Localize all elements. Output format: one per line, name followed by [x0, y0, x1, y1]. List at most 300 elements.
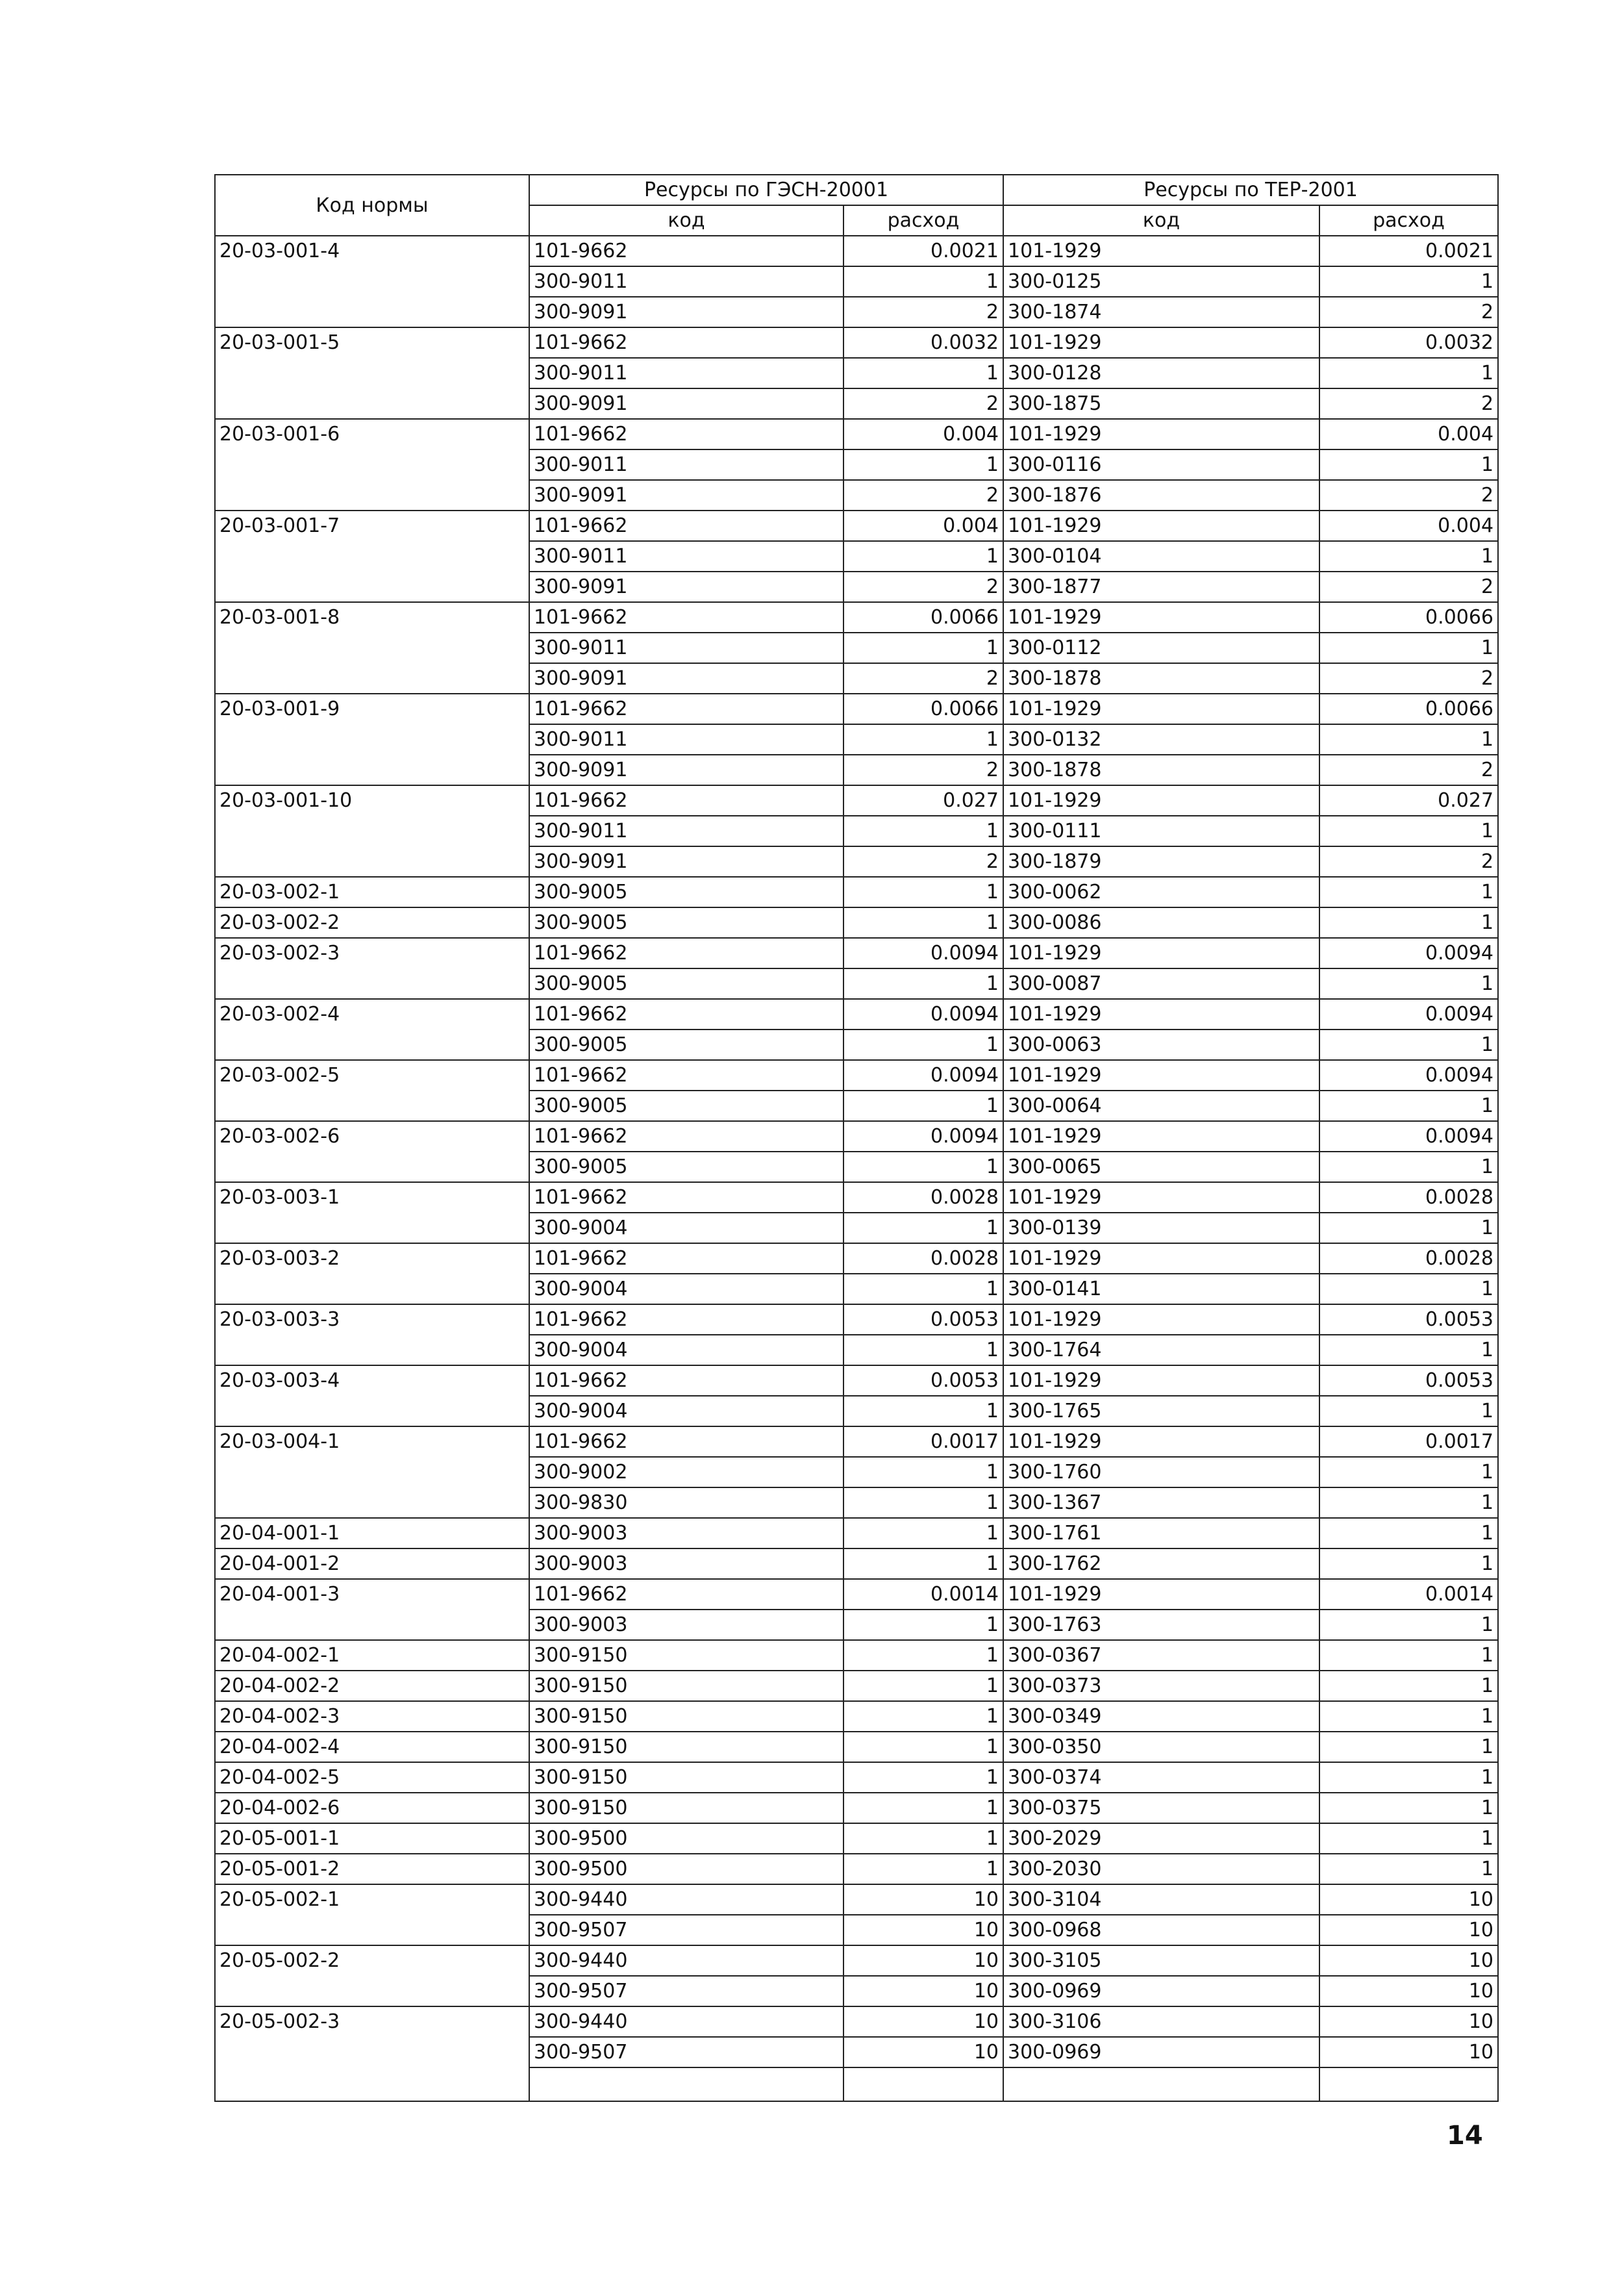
- table-row: [215, 1182, 1498, 1213]
- gesn-qty-cell: 1: [843, 724, 1003, 755]
- norm-code-cell: 20-04-002-1: [215, 1640, 529, 1671]
- gesn-code-cell: 101-9662: [529, 236, 843, 266]
- ter-qty-cell: 10: [1319, 1976, 1498, 2006]
- table-row: [215, 1793, 1498, 1823]
- ter-qty-cell: 1: [1319, 541, 1498, 572]
- ter-code-cell: 300-0128: [1003, 358, 1319, 388]
- ter-qty-cell: 0.004: [1319, 511, 1498, 541]
- ter-code-cell: 300-0125: [1003, 266, 1319, 297]
- ter-qty-cell: 0.0094: [1319, 1121, 1498, 1152]
- ter-qty-cell: 0.0053: [1319, 1365, 1498, 1396]
- ter-qty-cell: 1: [1319, 266, 1498, 297]
- table-row: [215, 602, 1498, 633]
- ter-code-cell: 300-0969: [1003, 1976, 1319, 2006]
- norm-code-cell: 20-05-001-1: [215, 1823, 529, 1854]
- ter-qty-cell: 0.0017: [1319, 1426, 1498, 1457]
- ter-qty-cell: 1: [1319, 1335, 1498, 1365]
- gesn-code-cell: 300-9005: [529, 877, 843, 907]
- header-gesn-qty: расход: [843, 205, 1003, 236]
- ter-qty-cell: 1: [1319, 1671, 1498, 1701]
- header-ter-qty: расход: [1319, 205, 1498, 236]
- ter-code-cell: 300-3106: [1003, 2006, 1319, 2037]
- gesn-code-cell: 300-9011: [529, 266, 843, 297]
- ter-code-cell: 300-0087: [1003, 968, 1319, 999]
- ter-qty-cell: 1: [1319, 1823, 1498, 1854]
- norm-code-cell: 20-03-001-8: [215, 602, 529, 694]
- gesn-code-cell: 300-9011: [529, 633, 843, 663]
- gesn-code-cell: 300-9091: [529, 572, 843, 602]
- ter-code-cell: 300-0116: [1003, 449, 1319, 480]
- gesn-qty-cell: 1: [843, 1610, 1003, 1640]
- norm-code-cell: 20-05-002-2: [215, 1945, 529, 2006]
- gesn-qty-cell: 0.0028: [843, 1182, 1003, 1213]
- ter-code-cell: 300-0968: [1003, 1915, 1319, 1945]
- gesn-qty-cell: 0.0094: [843, 938, 1003, 968]
- table-row: [215, 1365, 1498, 1396]
- gesn-qty-cell: 1: [843, 1396, 1003, 1426]
- ter-code-cell: 300-1764: [1003, 1335, 1319, 1365]
- gesn-qty-cell: 0.0066: [843, 694, 1003, 724]
- table-row: [215, 1243, 1498, 1274]
- gesn-qty-cell: 2: [843, 663, 1003, 694]
- norm-code-cell: 20-03-004-1: [215, 1426, 529, 1518]
- gesn-qty-cell: 0.004: [843, 511, 1003, 541]
- gesn-code-cell: 101-9662: [529, 1243, 843, 1274]
- ter-qty-cell: 1: [1319, 1701, 1498, 1732]
- ter-code-cell: 300-0367: [1003, 1640, 1319, 1671]
- ter-code-cell: 300-1879: [1003, 846, 1319, 877]
- ter-qty-cell: 1: [1319, 1762, 1498, 1793]
- header-norm-code: Код нормы: [215, 175, 529, 236]
- ter-code-cell: 101-1929: [1003, 1243, 1319, 1274]
- gesn-code-cell: 101-9662: [529, 1121, 843, 1152]
- gesn-code-cell: 101-9662: [529, 999, 843, 1030]
- gesn-code-cell: 300-9150: [529, 1793, 843, 1823]
- gesn-qty-cell: 10: [843, 2037, 1003, 2067]
- gesn-code-cell: 300-9091: [529, 480, 843, 511]
- gesn-code-cell: 300-9011: [529, 816, 843, 846]
- norm-code-cell: 20-04-001-1: [215, 1518, 529, 1548]
- ter-qty-cell: 10: [1319, 1884, 1498, 1915]
- ter-code-cell: 300-1367: [1003, 1487, 1319, 1518]
- gesn-qty-cell: 1: [843, 1640, 1003, 1671]
- norm-code-cell: 20-03-002-4: [215, 999, 529, 1060]
- ter-code-cell: 300-1877: [1003, 572, 1319, 602]
- norm-code-cell: 20-03-002-3: [215, 938, 529, 999]
- gesn-code-cell: 101-9662: [529, 785, 843, 816]
- gesn-code-cell: 300-9004: [529, 1396, 843, 1426]
- gesn-code-cell: 300-9011: [529, 724, 843, 755]
- gesn-code-cell: 101-9662: [529, 1060, 843, 1091]
- gesn-qty-cell: 10: [843, 1884, 1003, 1915]
- table-row: [215, 785, 1498, 816]
- gesn-code-cell: 300-9005: [529, 1091, 843, 1121]
- ter-code-cell: 300-0086: [1003, 907, 1319, 938]
- ter-code-cell: 300-3105: [1003, 1945, 1319, 1976]
- table-row: [215, 1304, 1498, 1335]
- norm-code-cell: 20-03-002-2: [215, 907, 529, 938]
- table-body: [215, 236, 1498, 2101]
- gesn-code-cell: 101-9662: [529, 602, 843, 633]
- gesn-code-cell: 300-9003: [529, 1610, 843, 1640]
- table-row: [215, 877, 1498, 907]
- table-row: [215, 1060, 1498, 1091]
- gesn-code-cell: 101-9662: [529, 1304, 843, 1335]
- ter-code-cell: 300-1762: [1003, 1548, 1319, 1579]
- ter-code-cell: 101-1929: [1003, 1121, 1319, 1152]
- gesn-code-cell: 300-9002: [529, 1457, 843, 1487]
- ter-code-cell: 101-1929: [1003, 1060, 1319, 1091]
- ter-code-cell: 300-2029: [1003, 1823, 1319, 1854]
- norm-code-cell: 20-03-002-1: [215, 877, 529, 907]
- ter-qty-cell: 0.0094: [1319, 999, 1498, 1030]
- ter-qty-cell: [1319, 2067, 1498, 2101]
- ter-qty-cell: 1: [1319, 1487, 1498, 1518]
- norm-code-cell: 20-05-002-3: [215, 2006, 529, 2101]
- ter-code-cell: 300-0349: [1003, 1701, 1319, 1732]
- gesn-qty-cell: 0.004: [843, 419, 1003, 449]
- gesn-qty-cell: 0.0032: [843, 327, 1003, 358]
- gesn-code-cell: 300-9091: [529, 663, 843, 694]
- ter-qty-cell: 2: [1319, 297, 1498, 327]
- ter-code-cell: 101-1929: [1003, 1304, 1319, 1335]
- table-row: [215, 511, 1498, 541]
- table-row: [215, 2006, 1498, 2037]
- gesn-code-cell: 300-9091: [529, 846, 843, 877]
- norm-code-cell: 20-04-002-5: [215, 1762, 529, 1793]
- norm-code-cell: 20-04-002-4: [215, 1732, 529, 1762]
- ter-qty-cell: 1: [1319, 724, 1498, 755]
- gesn-code-cell: 300-9150: [529, 1671, 843, 1701]
- ter-qty-cell: 0.027: [1319, 785, 1498, 816]
- table-header: [215, 175, 1498, 236]
- gesn-qty-cell: 1: [843, 541, 1003, 572]
- gesn-code-cell: 300-9507: [529, 1976, 843, 2006]
- ter-qty-cell: 1: [1319, 907, 1498, 938]
- table-row: [215, 1426, 1498, 1457]
- norm-code-cell: 20-03-001-5: [215, 327, 529, 419]
- table-row: [215, 1823, 1498, 1854]
- gesn-code-cell: 300-9005: [529, 968, 843, 999]
- gesn-qty-cell: 1: [843, 877, 1003, 907]
- ter-code-cell: 101-1929: [1003, 694, 1319, 724]
- table-row: [215, 236, 1498, 266]
- norm-code-cell: 20-03-003-4: [215, 1365, 529, 1426]
- ter-code-cell: 101-1929: [1003, 236, 1319, 266]
- ter-qty-cell: 0.0094: [1319, 1060, 1498, 1091]
- ter-code-cell: 101-1929: [1003, 785, 1319, 816]
- gesn-code-cell: 300-9150: [529, 1732, 843, 1762]
- header-group-ter: Ресурсы по ТЕР-2001: [1003, 175, 1498, 205]
- table-row: [215, 1121, 1498, 1152]
- ter-code-cell: 300-1763: [1003, 1610, 1319, 1640]
- table-row: [215, 327, 1498, 358]
- gesn-code-cell: 300-9500: [529, 1823, 843, 1854]
- norm-code-cell: 20-03-001-7: [215, 511, 529, 602]
- gesn-qty-cell: 2: [843, 297, 1003, 327]
- gesn-qty-cell: 2: [843, 388, 1003, 419]
- gesn-code-cell: 300-9440: [529, 2006, 843, 2037]
- gesn-qty-cell: 10: [843, 2006, 1003, 2037]
- ter-code-cell: 300-1876: [1003, 480, 1319, 511]
- header-group-gesn: Ресурсы по ГЭСН-20001: [529, 175, 1003, 205]
- norm-code-cell: 20-04-002-2: [215, 1671, 529, 1701]
- gesn-code-cell: 300-9150: [529, 1640, 843, 1671]
- table-row: [215, 1579, 1498, 1610]
- gesn-code-cell: 300-9091: [529, 755, 843, 785]
- ter-code-cell: 300-0132: [1003, 724, 1319, 755]
- gesn-qty-cell: 1: [843, 1701, 1003, 1732]
- ter-qty-cell: 2: [1319, 663, 1498, 694]
- gesn-code-cell: 300-9004: [529, 1335, 843, 1365]
- gesn-qty-cell: 1: [843, 358, 1003, 388]
- gesn-qty-cell: 1: [843, 449, 1003, 480]
- norm-code-cell: 20-03-003-2: [215, 1243, 529, 1304]
- table-row: [215, 1671, 1498, 1701]
- ter-qty-cell: 1: [1319, 633, 1498, 663]
- gesn-qty-cell: 1: [843, 1823, 1003, 1854]
- gesn-qty-cell: 1: [843, 1213, 1003, 1243]
- gesn-code-cell: 300-9003: [529, 1518, 843, 1548]
- gesn-code-cell: 300-9011: [529, 358, 843, 388]
- table-row: [215, 1640, 1498, 1671]
- gesn-qty-cell: 0.027: [843, 785, 1003, 816]
- ter-code-cell: 101-1929: [1003, 419, 1319, 449]
- norm-code-cell: 20-03-001-9: [215, 694, 529, 785]
- ter-code-cell: 300-1874: [1003, 297, 1319, 327]
- gesn-code-cell: 101-9662: [529, 1579, 843, 1610]
- ter-qty-cell: 1: [1319, 1030, 1498, 1060]
- gesn-qty-cell: 0.0014: [843, 1579, 1003, 1610]
- ter-code-cell: 300-0064: [1003, 1091, 1319, 1121]
- ter-code-cell: 300-1875: [1003, 388, 1319, 419]
- ter-code-cell: 300-0065: [1003, 1152, 1319, 1182]
- ter-qty-cell: 1: [1319, 877, 1498, 907]
- table-row: [215, 938, 1498, 968]
- ter-code-cell: 300-1765: [1003, 1396, 1319, 1426]
- ter-qty-cell: 0.0021: [1319, 236, 1498, 266]
- ter-qty-cell: 1: [1319, 1396, 1498, 1426]
- ter-code-cell: 300-1760: [1003, 1457, 1319, 1487]
- ter-qty-cell: 1: [1319, 358, 1498, 388]
- gesn-code-cell: 300-9003: [529, 1548, 843, 1579]
- table-row: [215, 1701, 1498, 1732]
- gesn-qty-cell: 10: [843, 1945, 1003, 1976]
- ter-code-cell: 101-1929: [1003, 327, 1319, 358]
- ter-code-cell: 300-0062: [1003, 877, 1319, 907]
- norm-code-cell: 20-04-002-6: [215, 1793, 529, 1823]
- ter-qty-cell: 1: [1319, 1793, 1498, 1823]
- norm-code-cell: 20-05-001-2: [215, 1854, 529, 1884]
- ter-code-cell: 300-0139: [1003, 1213, 1319, 1243]
- norm-code-cell: 20-03-003-3: [215, 1304, 529, 1365]
- gesn-qty-cell: 1: [843, 1030, 1003, 1060]
- ter-code-cell: 101-1929: [1003, 1365, 1319, 1396]
- gesn-code-cell: 300-9005: [529, 1030, 843, 1060]
- ter-code-cell: 101-1929: [1003, 511, 1319, 541]
- ter-qty-cell: 1: [1319, 1610, 1498, 1640]
- gesn-code-cell: 300-9011: [529, 449, 843, 480]
- gesn-code-cell: 300-9507: [529, 2037, 843, 2067]
- gesn-qty-cell: 0.0094: [843, 999, 1003, 1030]
- gesn-qty-cell: 1: [843, 816, 1003, 846]
- ter-qty-cell: 2: [1319, 480, 1498, 511]
- ter-code-cell: 101-1929: [1003, 999, 1319, 1030]
- gesn-code-cell: 300-9150: [529, 1701, 843, 1732]
- gesn-code-cell: 300-9440: [529, 1884, 843, 1915]
- header-gesn-code: код: [529, 205, 843, 236]
- ter-code-cell: 101-1929: [1003, 602, 1319, 633]
- gesn-code-cell: 300-9500: [529, 1854, 843, 1884]
- ter-qty-cell: 1: [1319, 1854, 1498, 1884]
- ter-code-cell: 300-3104: [1003, 1884, 1319, 1915]
- gesn-code-cell: 101-9662: [529, 327, 843, 358]
- gesn-qty-cell: [843, 2067, 1003, 2101]
- ter-qty-cell: 0.0066: [1319, 694, 1498, 724]
- ter-qty-cell: 1: [1319, 1640, 1498, 1671]
- gesn-qty-cell: 2: [843, 846, 1003, 877]
- ter-qty-cell: 1: [1319, 1213, 1498, 1243]
- gesn-qty-cell: 2: [843, 572, 1003, 602]
- gesn-qty-cell: 10: [843, 1976, 1003, 2006]
- table-row: [215, 907, 1498, 938]
- ter-qty-cell: 2: [1319, 388, 1498, 419]
- ter-code-cell: 101-1929: [1003, 1579, 1319, 1610]
- ter-qty-cell: 0.004: [1319, 419, 1498, 449]
- gesn-code-cell: 101-9662: [529, 511, 843, 541]
- gesn-qty-cell: 1: [843, 1091, 1003, 1121]
- gesn-qty-cell: 0.0021: [843, 236, 1003, 266]
- ter-code-cell: 300-1878: [1003, 663, 1319, 694]
- gesn-qty-cell: 2: [843, 480, 1003, 511]
- ter-code-cell: 300-0969: [1003, 2037, 1319, 2067]
- header-ter-code: код: [1003, 205, 1319, 236]
- ter-qty-cell: 1: [1319, 1457, 1498, 1487]
- gesn-qty-cell: 1: [843, 633, 1003, 663]
- ter-code-cell: 300-0111: [1003, 816, 1319, 846]
- ter-code-cell: 300-1761: [1003, 1518, 1319, 1548]
- ter-qty-cell: 1: [1319, 1518, 1498, 1548]
- ter-qty-cell: 1: [1319, 1152, 1498, 1182]
- norm-code-cell: 20-04-001-2: [215, 1548, 529, 1579]
- gesn-qty-cell: 1: [843, 1487, 1003, 1518]
- table-row: [215, 1854, 1498, 1884]
- gesn-qty-cell: 0.0053: [843, 1365, 1003, 1396]
- resource-table: [214, 174, 1499, 2102]
- ter-qty-cell: 2: [1319, 755, 1498, 785]
- ter-qty-cell: 0.0014: [1319, 1579, 1498, 1610]
- gesn-code-cell: 300-9507: [529, 1915, 843, 1945]
- gesn-qty-cell: 1: [843, 1274, 1003, 1304]
- gesn-qty-cell: 1: [843, 1518, 1003, 1548]
- table-row: [215, 1884, 1498, 1915]
- table-row: [215, 1732, 1498, 1762]
- gesn-qty-cell: 1: [843, 1732, 1003, 1762]
- gesn-qty-cell: 0.0053: [843, 1304, 1003, 1335]
- gesn-qty-cell: 0.0017: [843, 1426, 1003, 1457]
- ter-qty-cell: 0.0094: [1319, 938, 1498, 968]
- ter-code-cell: 101-1929: [1003, 938, 1319, 968]
- gesn-code-cell: 101-9662: [529, 1365, 843, 1396]
- norm-code-cell: 20-04-001-3: [215, 1579, 529, 1640]
- gesn-qty-cell: 1: [843, 1854, 1003, 1884]
- ter-qty-cell: 1: [1319, 816, 1498, 846]
- gesn-code-cell: 101-9662: [529, 419, 843, 449]
- norm-code-cell: 20-03-003-1: [215, 1182, 529, 1243]
- gesn-qty-cell: 1: [843, 1457, 1003, 1487]
- gesn-qty-cell: 1: [843, 1335, 1003, 1365]
- ter-qty-cell: 0.0032: [1319, 327, 1498, 358]
- norm-code-cell: 20-03-002-6: [215, 1121, 529, 1182]
- ter-qty-cell: 10: [1319, 1945, 1498, 1976]
- table-row: [215, 1518, 1498, 1548]
- gesn-qty-cell: 0.0028: [843, 1243, 1003, 1274]
- gesn-code-cell: [529, 2067, 843, 2101]
- ter-qty-cell: 1: [1319, 1091, 1498, 1121]
- ter-code-cell: 300-0141: [1003, 1274, 1319, 1304]
- ter-qty-cell: 2: [1319, 846, 1498, 877]
- gesn-code-cell: 300-9005: [529, 1152, 843, 1182]
- gesn-qty-cell: 1: [843, 907, 1003, 938]
- gesn-qty-cell: 1: [843, 968, 1003, 999]
- table-row: [215, 694, 1498, 724]
- gesn-code-cell: 300-9004: [529, 1274, 843, 1304]
- ter-code-cell: 101-1929: [1003, 1426, 1319, 1457]
- ter-qty-cell: 2: [1319, 572, 1498, 602]
- ter-qty-cell: 1: [1319, 449, 1498, 480]
- table-row: [215, 1762, 1498, 1793]
- gesn-code-cell: 101-9662: [529, 938, 843, 968]
- ter-qty-cell: 1: [1319, 1274, 1498, 1304]
- gesn-qty-cell: 0.0094: [843, 1060, 1003, 1091]
- table-row: [215, 419, 1498, 449]
- gesn-qty-cell: 1: [843, 1152, 1003, 1182]
- ter-qty-cell: 1: [1319, 1732, 1498, 1762]
- gesn-code-cell: 300-9004: [529, 1213, 843, 1243]
- gesn-code-cell: 101-9662: [529, 1426, 843, 1457]
- gesn-qty-cell: 1: [843, 1762, 1003, 1793]
- gesn-qty-cell: 1: [843, 1548, 1003, 1579]
- gesn-code-cell: 300-9005: [529, 907, 843, 938]
- table-row: [215, 1548, 1498, 1579]
- ter-code-cell: 101-1929: [1003, 1182, 1319, 1213]
- gesn-code-cell: 300-9830: [529, 1487, 843, 1518]
- gesn-qty-cell: 1: [843, 1793, 1003, 1823]
- ter-code-cell: 300-0063: [1003, 1030, 1319, 1060]
- gesn-code-cell: 300-9150: [529, 1762, 843, 1793]
- gesn-qty-cell: 1: [843, 266, 1003, 297]
- ter-code-cell: 300-0350: [1003, 1732, 1319, 1762]
- ter-qty-cell: 1: [1319, 1548, 1498, 1579]
- gesn-code-cell: 101-9662: [529, 1182, 843, 1213]
- ter-qty-cell: 10: [1319, 1915, 1498, 1945]
- gesn-qty-cell: 0.0066: [843, 602, 1003, 633]
- gesn-code-cell: 300-9091: [529, 297, 843, 327]
- ter-code-cell: 300-1878: [1003, 755, 1319, 785]
- gesn-code-cell: 300-9091: [529, 388, 843, 419]
- ter-qty-cell: 10: [1319, 2006, 1498, 2037]
- norm-code-cell: 20-03-001-6: [215, 419, 529, 511]
- norm-code-cell: 20-03-001-4: [215, 236, 529, 327]
- ter-code-cell: 300-0104: [1003, 541, 1319, 572]
- ter-code-cell: 300-0375: [1003, 1793, 1319, 1823]
- gesn-qty-cell: 0.0094: [843, 1121, 1003, 1152]
- ter-qty-cell: 0.0066: [1319, 602, 1498, 633]
- ter-qty-cell: 1: [1319, 968, 1498, 999]
- table-row: [215, 1945, 1498, 1976]
- ter-code-cell: 300-0112: [1003, 633, 1319, 663]
- gesn-code-cell: 300-9011: [529, 541, 843, 572]
